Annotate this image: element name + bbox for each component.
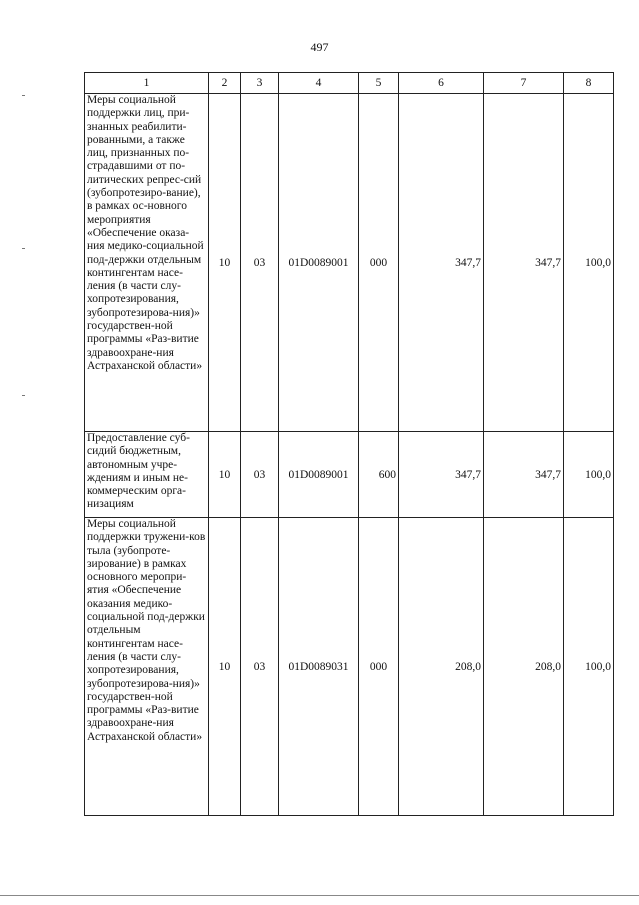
target-article-code: 01D0089001: [279, 94, 359, 432]
plan-amount: 347,7: [399, 432, 484, 518]
table-header-row: [85, 73, 614, 94]
row-description: Меры социальной поддержки тружени-ков тыла (зубопроте-зирование) в рамках основного меропри-ятия «Обеспечение оказания медико-социальной под-держки отдельным контингентам насе-ления (в части слу-хопротезирования, зубопротезирова-ния)» государствен-ной программы «Раз-витие здравоохране-ния Астраханской области»: [85, 518, 209, 816]
actual-amount: 347,7: [484, 94, 564, 432]
column-header: 1: [85, 73, 209, 94]
column-header: 8: [564, 73, 614, 94]
section-code: 10: [209, 518, 241, 816]
column-header: 2: [209, 73, 241, 94]
subsection-code: 03: [241, 94, 279, 432]
scan-edge-mark: [22, 248, 25, 249]
table-row: [85, 432, 614, 518]
execution-percent: 100,0: [564, 94, 614, 432]
row-description: Меры социальной поддержки лиц, при-знанных реабилити-рованными, а также лиц, признанных по-страдавшими от по-литических репрес-сий (зубопротезиро-вание), в рамках ос-новного мероприятия «Обеспечение оказа-ния медико-социальной под-держки отдельным контингентам насе-ления (в части слу-хопротезирования, зубопротезирова-ния)» государствен-ной программы «Раз-витие здравоохране-ния Астраханской области»: [85, 94, 209, 432]
section-code: 10: [209, 94, 241, 432]
budget-table: [84, 72, 614, 816]
expense-type-code: 000: [359, 94, 399, 432]
column-header: 5: [359, 73, 399, 94]
plan-amount: 208,0: [399, 518, 484, 816]
scan-edge-mark: [22, 395, 25, 396]
page-number: 497: [310, 40, 329, 54]
execution-percent: 100,0: [564, 518, 614, 816]
target-article-code: 01D0089031: [279, 518, 359, 816]
table-row: [85, 94, 614, 432]
actual-amount: 208,0: [484, 518, 564, 816]
column-header: 6: [399, 73, 484, 94]
bottom-rule: [0, 895, 639, 896]
subsection-code: 03: [241, 518, 279, 816]
subsection-code: 03: [241, 432, 279, 518]
table-row: [85, 518, 614, 816]
execution-percent: 100,0: [564, 432, 614, 518]
column-header: 3: [241, 73, 279, 94]
scan-edge-mark: [22, 95, 25, 96]
expense-type-code: 600: [359, 432, 399, 518]
plan-amount: 347,7: [399, 94, 484, 432]
row-description: Предоставление суб-сидий бюджетным, автономным учре-ждениям и иным не-коммерческим орга-низациям: [85, 432, 209, 518]
target-article-code: 01D0089001: [279, 432, 359, 518]
actual-amount: 347,7: [484, 432, 564, 518]
column-header: 7: [484, 73, 564, 94]
column-header: 4: [279, 73, 359, 94]
section-code: 10: [209, 432, 241, 518]
expense-type-code: 000: [359, 518, 399, 816]
